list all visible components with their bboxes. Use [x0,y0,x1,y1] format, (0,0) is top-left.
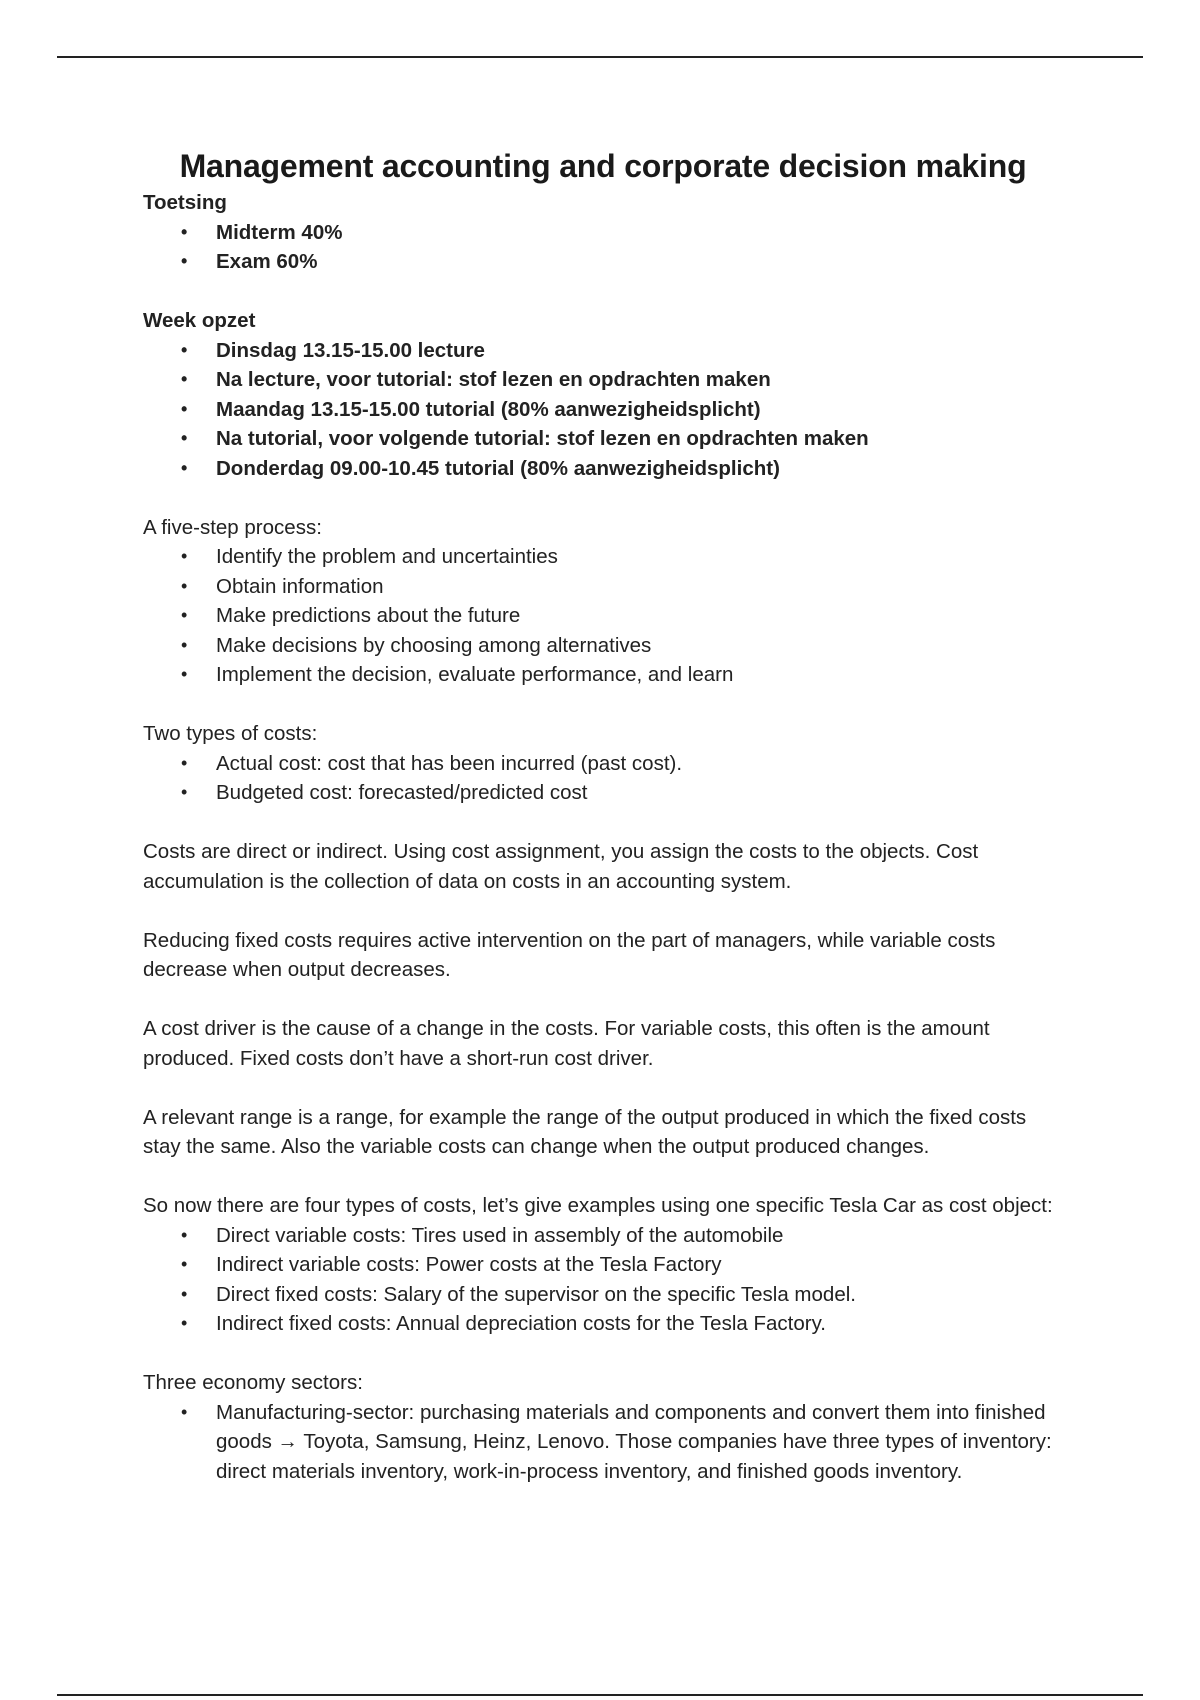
list-item: • Dinsdag 13.15-15.00 lecture [143,336,1063,366]
list-item: • Indirect variable costs: Power costs at the Tesla Factory [143,1250,1063,1280]
bullet-icon: • [181,664,188,684]
list-item: • Na lecture, voor tutorial: stof lezen en opdrachten maken [143,365,1063,395]
list-item: • Exam 60% [143,247,1063,277]
bullet-icon: • [181,546,188,566]
bullet-icon: • [181,428,188,448]
list-item: • Obtain information [143,572,1063,602]
list-item: • Make decisions by choosing among alternatives [143,631,1063,661]
bullet-icon: • [181,634,188,655]
paragraph-fixed-variable: Reducing fixed costs requires active intervention on the part of managers, while variable costs decrease when output decreases. [143,928,996,981]
bullet-icon: • [181,575,188,596]
bullet-icon: • [181,398,188,419]
list-item: • Maandag 13.15-15.00 tutorial (80% aanwezigheidsplicht) [143,395,1063,425]
list-item: • Implement the decision, evaluate performance, and learn [143,660,1063,690]
document-title: Management accounting and corporate decision making [179,148,1027,184]
bullet-icon: • [181,221,188,242]
document-body [143,144,1063,1486]
list-item: • Na tutorial, voor volgende tutorial: stof lezen en opdrachten maken [143,424,1063,454]
list-item: • Actual cost: cost that has been incurred (past cost). [143,749,1063,779]
list-item: • Identify the problem and uncertainties [143,542,1063,572]
paragraph-cost-driver: A cost driver is the cause of a change in the costs. For variable costs, this often is the amount produced. Fixed costs don’t have a short-run cost driver. [143,1017,990,1070]
toetsing-heading: Toetsing [143,191,227,214]
paragraph-direct-indirect: Costs are direct or indirect. Using cost assignment, you assign the costs to the objects. Cost accumulation is the collection of data on costs in an accounting system. [143,840,979,893]
list-item: • Budgeted cost: forecasted/predicted cost [143,778,1063,808]
bullet-icon: • [181,1224,188,1245]
five-step-list [143,542,1063,690]
bullet-icon: • [181,605,188,625]
bullet-icon: • [181,752,188,773]
two-types-list [143,749,1063,808]
four-types-heading: So now there are four types of costs, let’s give examples using one specific Tesla Car as cost object: [143,1194,1053,1217]
bullet-icon: • [181,1283,188,1304]
bullet-icon: • [181,1313,188,1333]
bullet-icon: • [181,369,188,389]
list-item: • Donderdag 09.00-10.45 tutorial (80% aanwezigheidsplicht) [143,454,1063,484]
bullet-icon: • [181,1401,188,1422]
four-types-list [143,1221,1063,1339]
list-item: • Direct variable costs: Tires used in assembly of the automobile [143,1221,1063,1251]
week-opzet-heading: Week opzet [143,309,256,332]
two-types-heading: Two types of costs: [143,722,318,745]
sectors-list [143,1398,1063,1487]
list-item: • Make predictions about the future [143,601,1063,631]
bullet-icon: • [181,251,188,271]
sectors-heading: Three economy sectors: [143,1371,363,1394]
toetsing-list [143,218,1063,277]
bullet-icon: • [181,782,188,802]
paragraph-relevant-range: A relevant range is a range, for example the range of the output produced in which the fixed costs stay the same. Also the variable costs can change when the output produced changes. [143,1105,1027,1158]
week-opzet-list [143,336,1063,484]
list-item: • Indirect fixed costs: Annual depreciation costs for the Tesla Factory. [143,1309,1063,1339]
list-item: • Midterm 40% [143,218,1063,248]
top-divider [57,56,1143,58]
bullet-icon: • [181,457,188,478]
five-step-heading: A five-step process: [143,515,322,539]
bullet-icon: • [181,1254,188,1274]
list-item: • Direct fixed costs: Salary of the supervisor on the specific Tesla model. [143,1280,1063,1310]
bullet-icon: • [181,339,188,360]
list-item: • Manufacturing-sector: purchasing materials and components and convert them into finished goods → Toyota, Samsung, Heinz, Lenovo. Those companies have three types of inventory: direct materials inventory, work-in-process inventory, and finished goods inventory. [143,1398,1063,1487]
bottom-divider [57,1694,1143,1696]
